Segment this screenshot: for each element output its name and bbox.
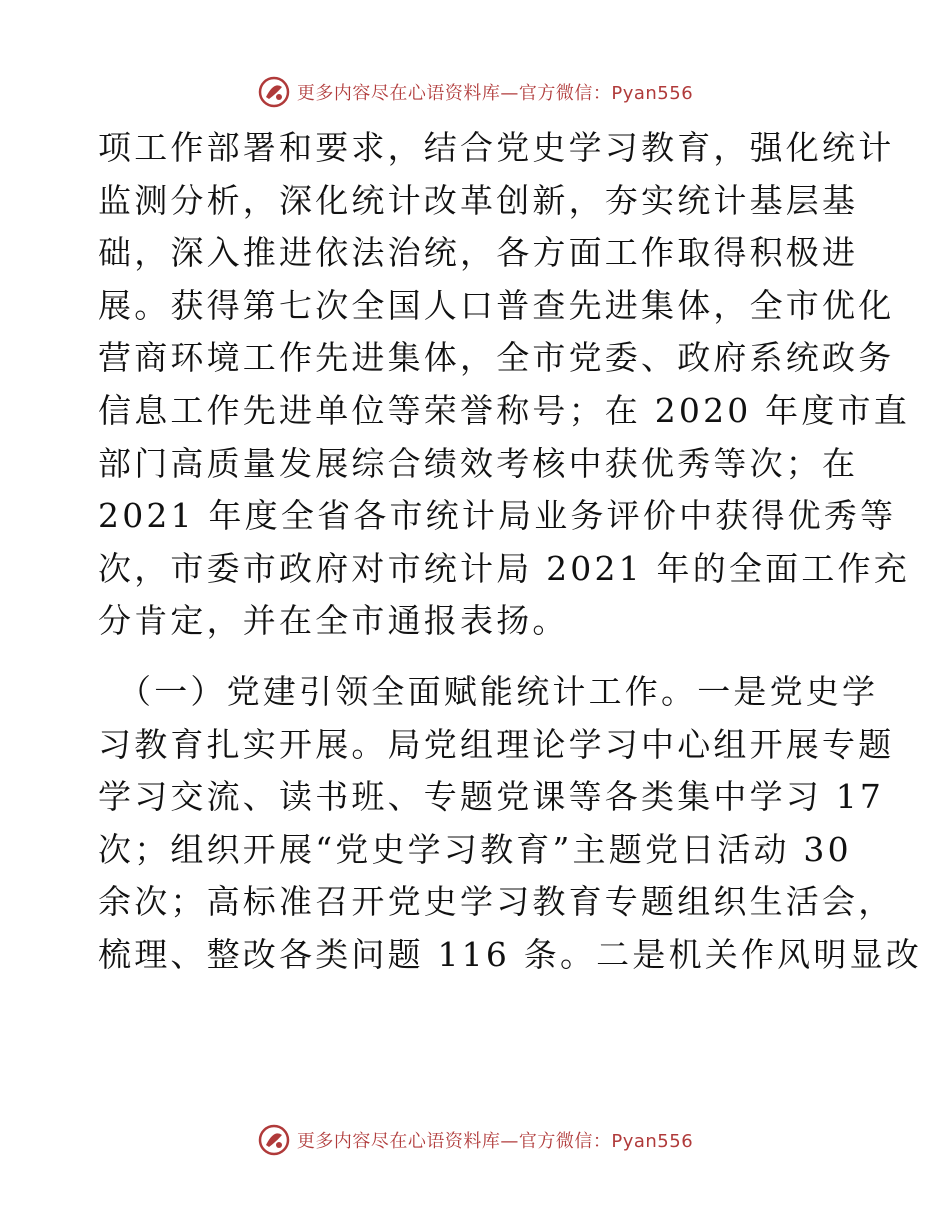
text-line: 2021 年度全省各市统计局业务评价中获得优秀等	[98, 496, 897, 536]
logo-seal-icon	[257, 1123, 291, 1157]
text-line: 部门高质量发展综合绩效考核中获优秀等次；在	[98, 443, 859, 483]
document-body	[98, 122, 922, 982]
text-line: 项工作部署和要求，结合党史学习教育，强化统计	[98, 128, 895, 167]
text-line: 监测分析，深化统计改革创新，夯实统计基层基	[98, 180, 859, 220]
text-line: 梳理、整改各类问题 116 条。二是机关作风明显改	[98, 934, 922, 974]
text-line: （一）党建引领全面赋能统计工作。一是党史学	[118, 671, 879, 711]
paragraph-summary	[98, 122, 910, 648]
text-line: 营商环境工作先进集体，全市党委、政府系统政务	[98, 338, 895, 378]
text-line: 习教育扎实开展。局党组理论学习中心组开展专题	[98, 724, 895, 764]
footer-watermark	[0, 1120, 950, 1160]
watermark-text: 更多内容尽在心语资料库—官方微信：Pyan556	[296, 1131, 694, 1152]
header-watermark	[0, 72, 950, 112]
text-line: 础，深入推进依法治统，各方面工作取得积极进	[98, 233, 859, 273]
text-line: 信息工作先进单位等荣誉称号；在 2020 年度市直	[98, 390, 910, 430]
text-line: 学习交流、读书班、专题党课等各类集中学习 17	[98, 777, 885, 817]
text-line: 余次；高标准召开党史学习教育专题组织生活会，	[98, 882, 895, 922]
text-line: 展。获得第七次全国人口普查先进集体，全市优化	[98, 285, 895, 325]
text-line: 次；组织开展“党史学习教育”主题党日活动 30	[98, 829, 852, 869]
logo-seal-icon	[257, 75, 291, 109]
watermark-text: 更多内容尽在心语资料库—官方微信：Pyan556	[296, 83, 694, 104]
text-line: 次，市委市政府对市统计局 2021 年的全面工作充	[98, 548, 910, 588]
paragraph-party-building	[98, 666, 922, 982]
text-line: 分肯定，并在全市通报表扬。	[98, 601, 569, 641]
